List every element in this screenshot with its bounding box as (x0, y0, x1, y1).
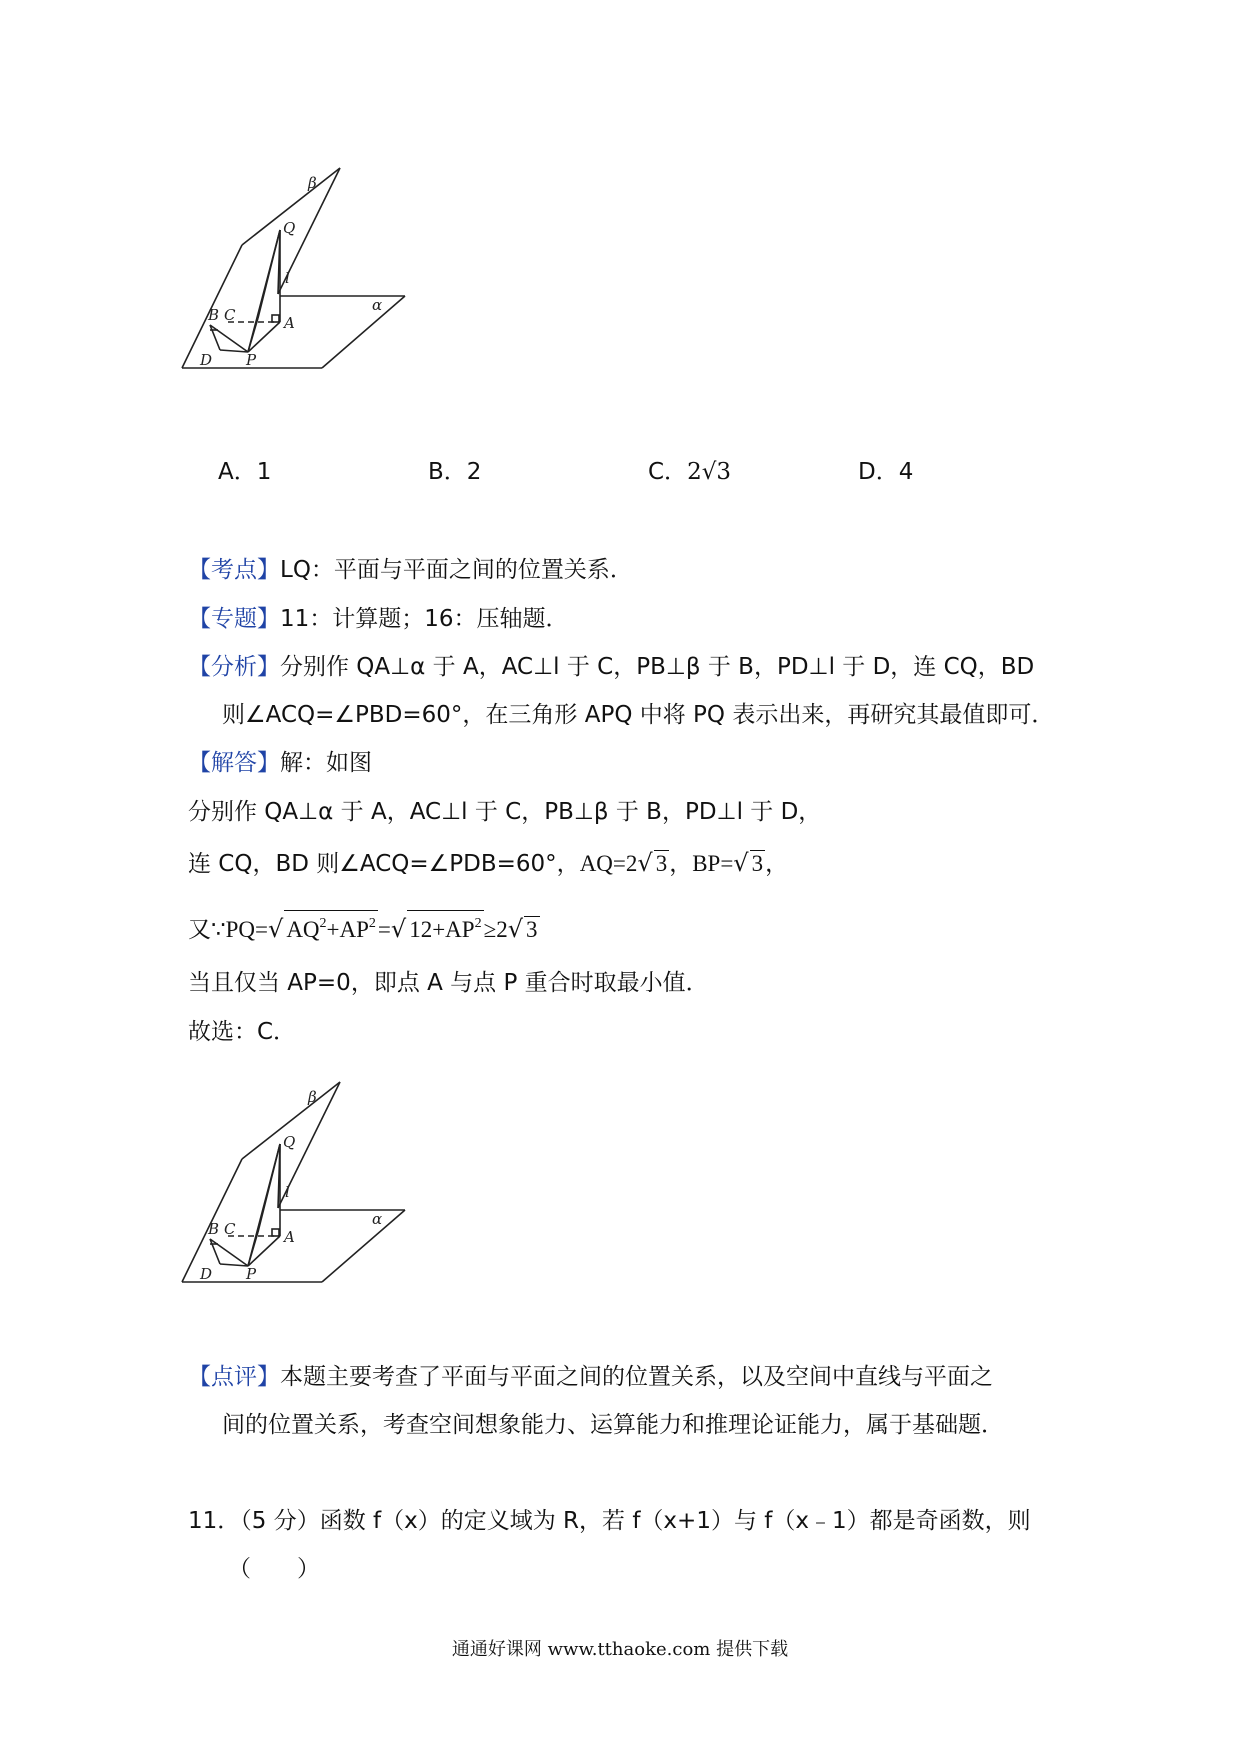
label-alpha: α (372, 296, 383, 314)
option-c (648, 457, 731, 487)
radicand-1 (284, 910, 378, 943)
fenxi-text-1: 分别作 QA⊥α 于 A，AC⊥l 于 C，PB⊥β 于 B，PD⊥l 于 D，连 CQ，BD (280, 654, 1035, 680)
option-b-value: 2 (466, 459, 482, 485)
option-d-value: 4 (898, 459, 914, 485)
solution-step-2 (188, 848, 788, 879)
aq-radicand: 3 (655, 851, 668, 876)
figure-svg (180, 1064, 420, 1294)
fenxi-text-2: 则∠ACQ=∠PBD=60°，在三角形 APQ 中将 PQ 表示出来，再研究其最值即可． (222, 702, 1055, 728)
dianping-text-2: 间的位置关系，考查空间想象能力、运算能力和推理论证能力，属于基础题． (222, 1412, 1004, 1438)
fenxi-tag: 【分析】 (188, 654, 280, 680)
equals: = (377, 917, 391, 942)
label-P: P (246, 351, 257, 369)
solution-step-5 (188, 1017, 296, 1047)
dianping-line-1 (188, 1362, 993, 1392)
label-D: D (200, 351, 213, 369)
label-beta: β (308, 174, 317, 192)
label-A: A (284, 314, 295, 332)
dianping-text-1: 本题主要考查了平面与平面之间的位置关系，以及空间中直线与平面之 (280, 1364, 993, 1390)
aq-expr (580, 851, 670, 876)
step2-sep: ， (669, 851, 693, 877)
you-because: 又∵ (188, 917, 226, 943)
label-l: l (285, 269, 290, 287)
sqrt-icon: √ (390, 915, 407, 943)
jieda-text: 解：如图 (280, 750, 372, 776)
dianping-tag: 【点评】 (188, 1364, 280, 1390)
jieda-tag: 【解答】 (188, 750, 280, 776)
sqrt-icon: √ (637, 849, 653, 877)
step2-text: 连 CQ，BD 则∠ACQ=∠PDB=60°， (188, 851, 580, 877)
label-D: D (200, 1265, 213, 1283)
solution-step-3 (188, 910, 540, 945)
question-11-line-2 (228, 1554, 320, 1584)
jieda-line (188, 748, 372, 778)
page-footer (0, 1635, 1240, 1661)
kaodian-line (188, 555, 633, 585)
solution-step-1 (188, 797, 821, 827)
sqrt-icon: √ (733, 849, 749, 877)
aq-prefix: AQ=2 (579, 851, 638, 876)
dianping-line-2 (222, 1410, 1004, 1440)
zhuanti-line (188, 604, 569, 634)
pq-prefix: PQ= (225, 917, 269, 942)
exp-1: 2 (319, 916, 327, 931)
label-l: l (285, 1183, 290, 1201)
option-a-value: 1 (256, 459, 272, 485)
sqrt-icon: √ (507, 915, 523, 943)
label-B: B (208, 306, 220, 324)
label-beta: β (308, 1088, 317, 1106)
option-d (858, 457, 913, 487)
pq-formula (226, 917, 540, 942)
option-a (218, 457, 271, 487)
fenxi-line-2 (222, 700, 1054, 730)
label-C: C (224, 306, 236, 324)
solution-step-4 (188, 968, 709, 998)
exp-2: 2 (368, 916, 376, 931)
step1-text: 分别作 QA⊥α 于 A，AC⊥l 于 C，PB⊥β 于 B，PD⊥l 于 D， (188, 799, 822, 825)
bp-radicand: 3 (751, 851, 764, 876)
fenxi-line-1 (188, 652, 1034, 682)
label-B: B (208, 1220, 220, 1238)
radicand-3: 3 (526, 917, 538, 942)
option-b (428, 457, 481, 487)
option-a-letter: A． (218, 459, 257, 485)
zhuanti-tag: 【专题】 (188, 606, 280, 632)
figure-svg (180, 150, 420, 380)
question-11-text: 11．（5 分）函数 f（x）的定义域为 R，若 f（x+1）与 f（x﹣1）都是奇函数，则 (188, 1508, 1031, 1534)
option-c-letter: C． (648, 459, 688, 485)
step4-text: 当且仅当 AP=0，即点 A 与点 P 重合时取最小值． (188, 970, 709, 996)
geometry-figure-bottom (180, 1064, 420, 1298)
step5-text: 故选：C． (188, 1019, 297, 1045)
label-P: P (246, 1265, 257, 1283)
option-b-letter: B． (428, 459, 467, 485)
bp-expr (692, 851, 765, 876)
bp-prefix: BP= (692, 851, 734, 876)
label-C: C (224, 1220, 236, 1238)
label-Q: Q (283, 1133, 296, 1151)
sqrt-icon: √ (268, 915, 284, 943)
option-d-letter: D． (858, 459, 899, 485)
label-Q: Q (283, 219, 296, 237)
label-A: A (284, 1228, 295, 1246)
question-11-blank: （ ） (228, 1556, 320, 1582)
rad1-ap: +AP (326, 917, 369, 942)
rad2-text: 12+AP (409, 917, 475, 942)
footer-text: 通通好课网 www.tthaoke.com 提供下载 (451, 1639, 789, 1660)
label-alpha: α (372, 1210, 383, 1228)
exp-3: 2 (474, 916, 482, 931)
zhuanti-text: 11：计算题；16：压轴题． (280, 606, 569, 632)
step2-end: ， (765, 851, 789, 877)
geq-two: ≥2 (483, 917, 508, 942)
rad1-aq: AQ (286, 917, 320, 942)
geometry-figure-top (180, 150, 420, 384)
radicand-2 (407, 910, 483, 943)
question-11-line-1 (188, 1506, 1031, 1536)
option-c-value: 2√3 (687, 459, 731, 485)
kaodian-tag: 【考点】 (188, 557, 280, 583)
kaodian-text: LQ：平面与平面之间的位置关系． (280, 557, 633, 583)
